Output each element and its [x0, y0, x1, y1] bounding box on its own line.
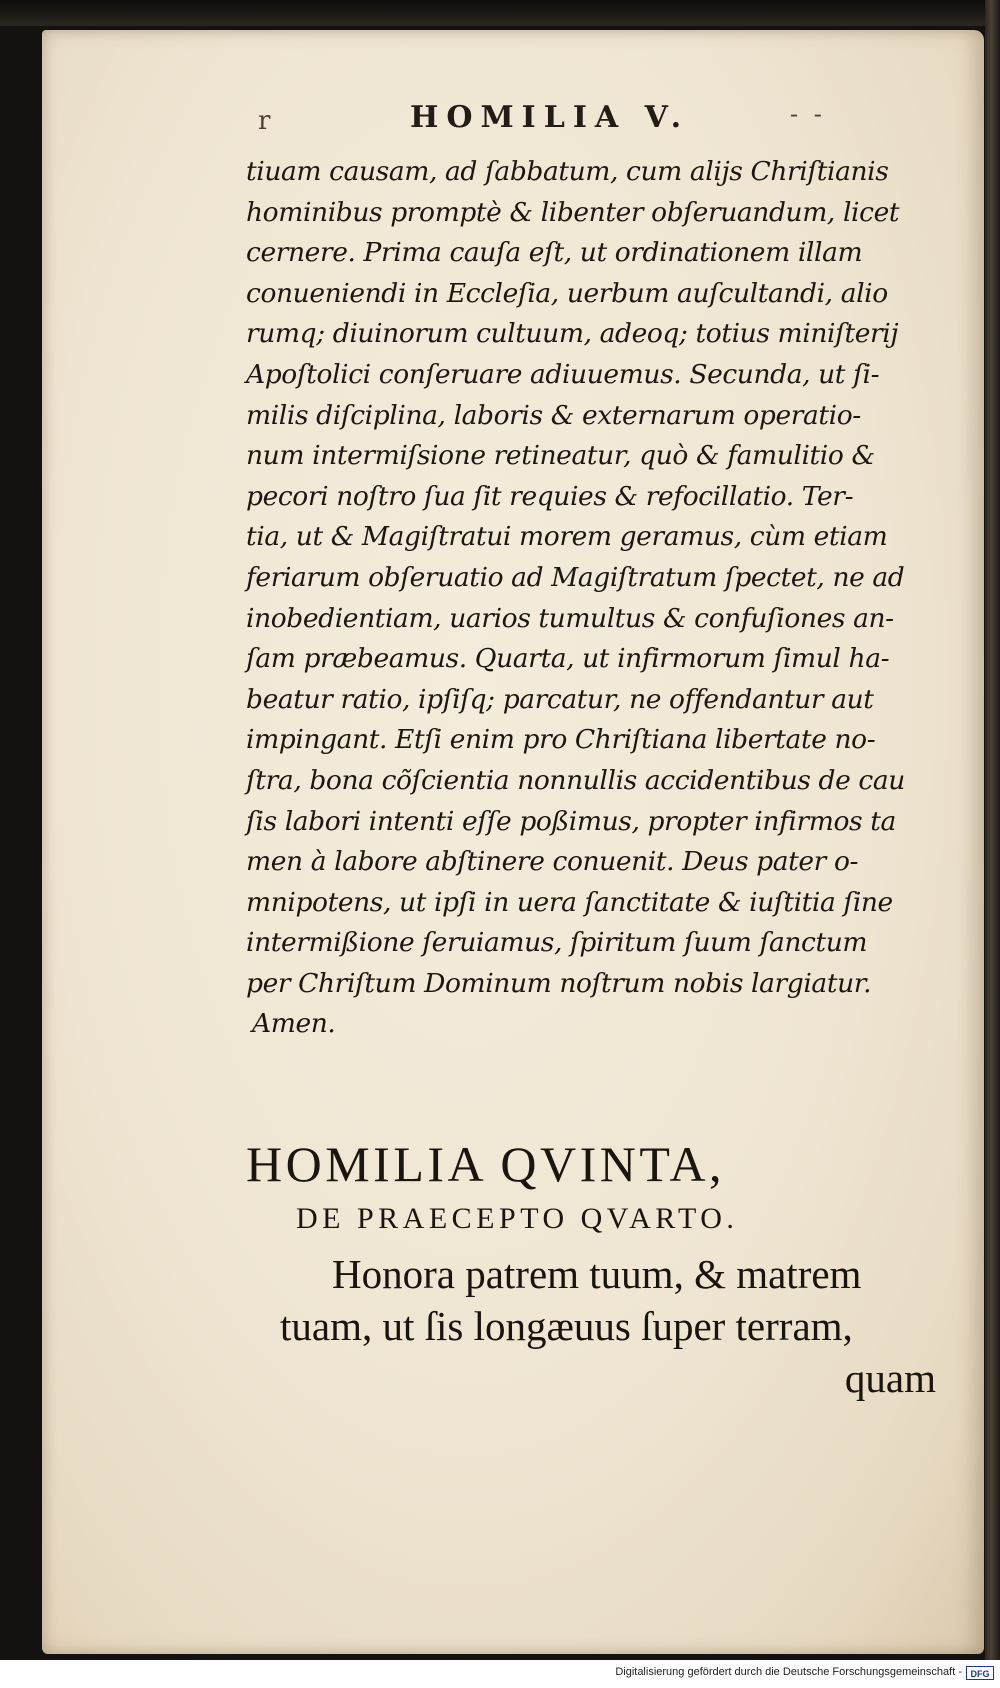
running-head-dash: - - [790, 100, 826, 128]
text-line: ſis labori intenti eſſe poßimus, propter infirmos ta [246, 805, 896, 837]
running-head [0, 100, 1000, 140]
text-line: tiuam causam, ad ſabbatum, cum alijs Chriſtianis [246, 156, 889, 187]
homily-title: HOMILIA QVINTA, [246, 1136, 725, 1192]
verse-line: tuam, ut ſis longæuus ſuper terram, [280, 1303, 853, 1349]
footer-bar [0, 1660, 1000, 1688]
book-edge-right [985, 0, 1000, 1660]
running-head-title: HOMILIA V. [410, 100, 690, 135]
body-text [246, 152, 936, 1045]
text-line: feriarum obſeruatio ad Magiſtratum ſpectet, ne ad [246, 561, 905, 593]
text-line: per Chriſtum Dominum noſtrum nobis largiatur. [246, 967, 872, 999]
text-line: milis diſciplina, laboris & externarum operatio- [246, 399, 861, 431]
book-edge-top [0, 0, 1000, 26]
text-line: tia, ut & Magiſtratui morem geramus, cùm etiam [246, 521, 888, 553]
verse-line: Honora patrem tuum, & matrem [332, 1251, 862, 1297]
text-line: hominibus promptè & libenter obſeruandum, licet [246, 196, 900, 228]
text-line: ſam præbeamus. Quarta, ut infirmorum ſimul ha- [246, 643, 890, 675]
text-line: men à labore abſtinere conuenit. Deus pater o- [246, 846, 859, 878]
dfg-logo-icon: DFG [966, 1666, 994, 1680]
text-line: num intermiſsione retineatur, quò & famulitio & [246, 440, 875, 472]
text-line: inobedientiam, uarios tumultus & confuſiones an- [246, 602, 894, 634]
text-line: mnipotens, ut ipſi in uera ſanctitate & iuſtitia ſine [246, 886, 893, 918]
text-line: cernere. Prima cauſa eſt, ut ordinationem illam [246, 237, 863, 269]
text-line: pecori noſtro ſua ſit requies & refocillatio. Ter- [246, 480, 854, 512]
text-line: intermißione ſeruiamus, ſpiritum ſuum ſanctum [246, 927, 868, 959]
folio-mark: r [258, 106, 271, 136]
text-line: ſtra, bona cõſcientia nonnullis accidentibus de cau [246, 764, 905, 796]
text-line: beatur ratio, ipſiſq; parcatur, ne offendantur aut [246, 683, 874, 715]
verse-catchword: quam [844, 1355, 936, 1401]
homily-subtitle: DE PRAECEPTO QVARTO. [296, 1202, 739, 1235]
text-line: impingant. Etſi enim pro Chriſtiana libertate no- [246, 724, 876, 756]
text-line: rumq; diuinorum cultuum, adeoq; totius miniſterij [246, 318, 899, 350]
funding-credit: Digitalisierung gefördert durch die Deutsche Forschungsgemeinschaft - [615, 1666, 962, 1678]
text-line-amen: Amen. [252, 1008, 336, 1040]
scripture-verse [280, 1248, 940, 1404]
text-line: Apoſtolici conſeruare adiuuemus. Secunda, ut ſi- [246, 358, 880, 390]
text-line: conueniendi in Eccleſia, uerbum auſcultandi, alio [246, 277, 888, 309]
